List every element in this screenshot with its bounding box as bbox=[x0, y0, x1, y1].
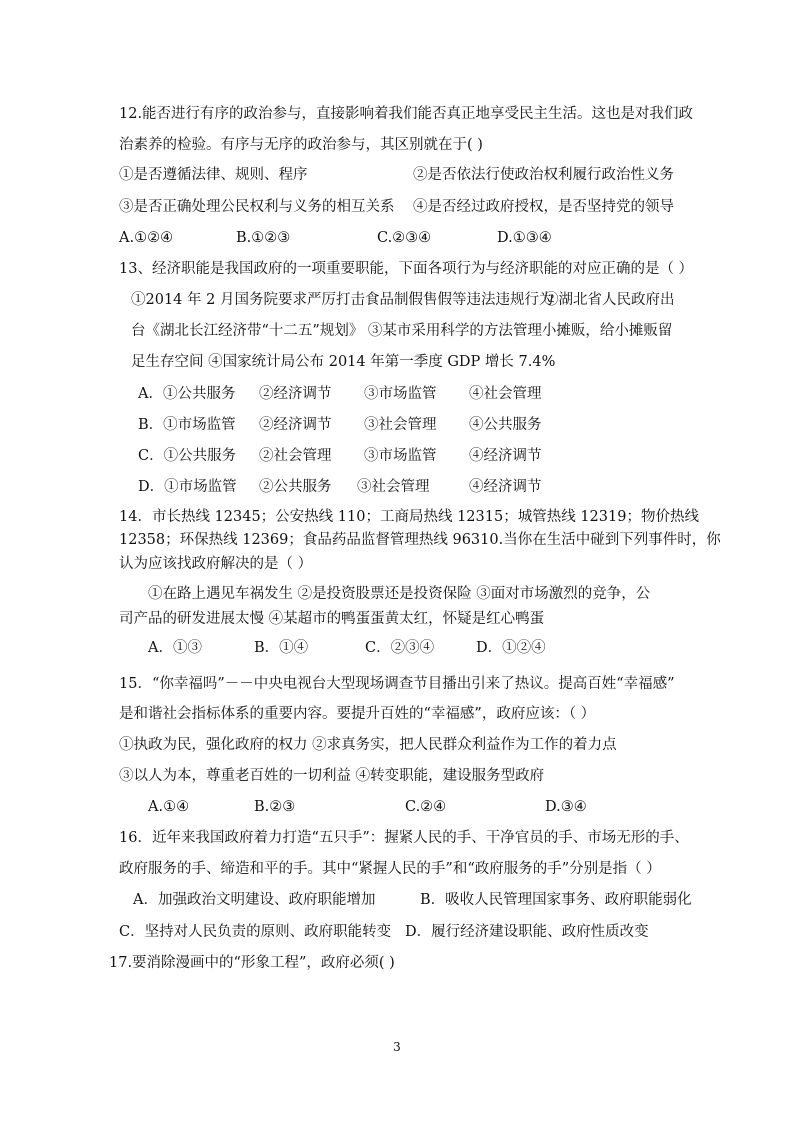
q13-stem: 13、经济职能是我国政府的一项重要职能，下面各项行为与经济职能的对应正确的是（ ） bbox=[119, 261, 694, 277]
q12-stem-line2: 治素养的检验。有序与无序的政治参与，其区别就在于( ) bbox=[119, 137, 483, 153]
q12-option-3: ③是否正确处理公民权利与义务的相互关系 bbox=[119, 199, 395, 215]
q13-material-2: 台《湖北长江经济带“十二五”规划》 ③某市采用科学的方法管理小摊贩，给小摊贩留 bbox=[131, 323, 673, 339]
q13-d-2: ②公共服务 bbox=[259, 479, 332, 495]
q14-line3: 认为应该找政府解决的是（ ） bbox=[119, 556, 313, 572]
q13-a-1: A．①公共服务 bbox=[138, 386, 236, 402]
q14-line1: 14．市长热线 12345；公安热线 110；工商局热线 12315；城管热线 12319；物价热线 bbox=[119, 509, 699, 525]
page-number: 3 bbox=[393, 1040, 401, 1054]
q12-choice-d: D.①③④ bbox=[497, 230, 552, 246]
q15-option-12: ①执政为民，强化政府的权力 ②求真务实，把人民群众利益作为工作的着力点 bbox=[119, 737, 617, 753]
q15-choice-c: C.②④ bbox=[405, 799, 447, 815]
q16-line2: 政府服务的手、缔造和平的手。其中“紧握人民的手”和“政府服务的手”分别是指（ ） bbox=[119, 861, 661, 877]
q13-d-1: D．①市场监管 bbox=[138, 479, 237, 495]
q13-material-3: 足生存空间 ④国家统计局公布 2014 年第一季度 GDP 增长 7.4% bbox=[131, 354, 556, 370]
q13-a-4: ④社会管理 bbox=[469, 386, 542, 402]
q14-line2: 12358；环保热线 12369；食品药品监督管理热线 96310.当你在生活中碰到下列事件时，你 bbox=[119, 532, 721, 548]
q16-choice-b: B．吸收人民管理国家事务、政府职能弱化 bbox=[420, 892, 692, 908]
q12-choice-b: B.①②③ bbox=[236, 230, 291, 246]
q13-d-3: ③社会管理 bbox=[357, 479, 430, 495]
q14-choice-c: C．②③④ bbox=[365, 640, 435, 656]
q17-stem: 17.要消除漫画中的“形象工程”，政府必须( ) bbox=[109, 955, 395, 971]
q14-material-1: ①在路上遇见车祸发生 ②是投资股票还是投资保险 ③面对市场激烈的竞争，公 bbox=[148, 586, 651, 602]
q13-b-1: B．①市场监管 bbox=[138, 417, 236, 433]
q15-option-34: ③以人为本，尊重老百姓的一切利益 ④转变职能，建设服务型政府 bbox=[119, 768, 545, 784]
q15-choice-a: A.①④ bbox=[148, 799, 190, 815]
q15-choice-d: D.③④ bbox=[545, 799, 587, 815]
q13-a-2: ②经济调节 bbox=[259, 386, 332, 402]
q13-b-3: ③社会管理 bbox=[364, 417, 437, 433]
q15-line1: 15．“你幸福吗”－－中央电视台大型现场调查节目播出引来了热议。提高百姓“幸福感” bbox=[119, 676, 675, 692]
q14-choice-b: B．①④ bbox=[254, 640, 309, 656]
q13-c-1: C．①公共服务 bbox=[138, 448, 237, 464]
q14-choice-a: A．①③ bbox=[148, 640, 202, 656]
q16-choice-d: D．履行经济建设职能、政府性质改变 bbox=[405, 924, 649, 940]
q13-c-3: ③市场监管 bbox=[364, 448, 437, 464]
q13-a-3: ③市场监管 bbox=[364, 386, 437, 402]
q15-choice-b: B.②③ bbox=[254, 799, 296, 815]
q12-option-4: ④是否经过政府授权，是否坚持党的领导 bbox=[413, 199, 674, 215]
q16-choice-a: A．加强政治文明建设、政府职能增加 bbox=[133, 892, 376, 908]
q13-c-2: ②社会管理 bbox=[259, 448, 332, 464]
q15-line2: 是和谐社会指标体系的重要内容。要提升百姓的“幸福感”，政府应该：（ ） bbox=[119, 706, 596, 722]
q12-option-2: ②是否依法行使政治权利履行政治性义务 bbox=[413, 167, 674, 183]
q13-b-4: ④公共服务 bbox=[469, 417, 542, 433]
q13-d-4: ④经济调节 bbox=[469, 479, 542, 495]
q14-material-2: 司产品的研发进展太慢 ④某超市的鸭蛋蛋黄太红，怀疑是红心鸭蛋 bbox=[119, 611, 545, 627]
q13-b-2: ②经济调节 bbox=[259, 417, 332, 433]
q14-choice-d: D．①②④ bbox=[476, 640, 546, 656]
q13-material-1a: ①2014 年 2 月国务院要求严厉打击食品制假售假等违法违规行为 bbox=[131, 292, 554, 308]
q16-choice-c: C．坚持对人民负责的原则、政府职能转变 bbox=[119, 924, 392, 940]
q16-line1: 16．近年来我国政府着力打造“五只手”：握紧人民的手、干净官员的手、市场无形的手、 bbox=[119, 830, 689, 846]
q12-stem-line1: 12.能否进行有序的政治参与，直接影响着我们能否真正地享受民主生活。这也是对我们政 bbox=[119, 106, 694, 122]
q13-c-4: ④经济调节 bbox=[469, 448, 542, 464]
q13-material-1b: ②湖北省人民政府出 bbox=[544, 292, 675, 308]
q12-option-1: ①是否遵循法律、规则、程序 bbox=[119, 167, 308, 183]
q12-choice-c: C.②③④ bbox=[377, 230, 432, 246]
q12-choice-a: A.①②④ bbox=[119, 230, 174, 246]
